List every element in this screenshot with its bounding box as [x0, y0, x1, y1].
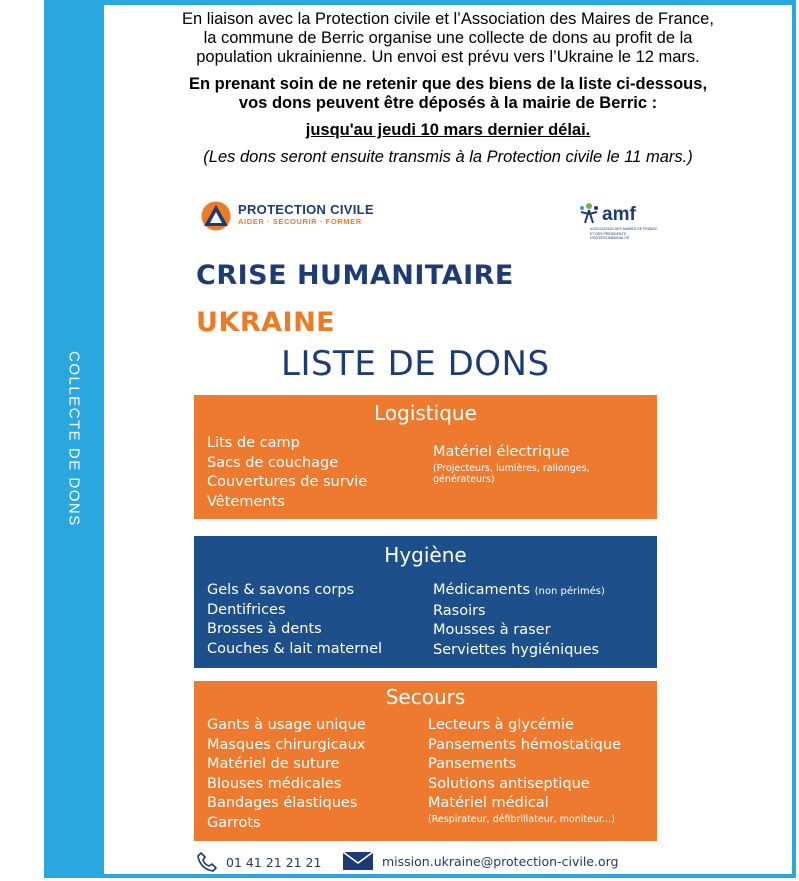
- logistique-right-list: [433, 443, 643, 485]
- side-label: [44, 0, 104, 878]
- hygiene-box: [194, 536, 657, 668]
- amf-figure-icon: [578, 201, 600, 225]
- list-item: Dentifrices: [207, 601, 286, 618]
- list-item: Gants à usage unique: [207, 717, 366, 733]
- list-item: Bandages élastiques: [207, 795, 358, 811]
- list-item: Lecteurs à glycémie: [428, 717, 574, 733]
- list-item: Matériel de suture: [207, 756, 340, 772]
- logistique-box: [194, 395, 657, 519]
- instruction-line-2: vos dons peuvent être déposés à la mairie de Berric :: [238, 94, 658, 112]
- intro-line-1: En liaison avec la Protection civile et l’Association des Maires de France,: [182, 10, 714, 28]
- list-item: Pansements: [428, 756, 517, 772]
- list-item-note: (non périmés): [534, 586, 605, 597]
- intro-line-2: la commune de Berric organise une collecte de dons au profit de la: [203, 29, 693, 47]
- secours-left-list: [207, 716, 366, 833]
- phone-icon: [196, 851, 218, 873]
- protection-civile-name: PROTECTION CIVILE: [238, 202, 374, 217]
- list-item: Couvertures de survie: [207, 474, 368, 490]
- logistique-heading: Logistique: [374, 401, 477, 425]
- list-item: Gels & savons corps: [207, 582, 355, 598]
- amf-subtitle: ASSOCIATION DES MAIRES DE FRANCE ET DES PRÉSIDENTS D'INTERCOMMUNALITÉ: [590, 227, 658, 240]
- hygiene-right-list: [433, 581, 605, 660]
- list-item-note: (Projecteurs, lumières, rallonges, générateurs): [433, 462, 590, 485]
- list-item: Médicaments (non périmés): [433, 582, 605, 598]
- secours-right-list: [428, 716, 621, 825]
- hygiene-heading: Hygiène: [384, 543, 467, 567]
- phone-contact: [196, 851, 321, 873]
- list-item: Sacs de couchage: [207, 454, 339, 471]
- protection-civile-tagline: AIDER · SECOURIR · FORMER: [238, 217, 362, 226]
- flyer-panel: [104, 5, 792, 874]
- list-item: Blouses médicales: [207, 775, 342, 792]
- list-item: Brosses à dents: [207, 621, 322, 637]
- logistique-left-list: [207, 434, 367, 512]
- amf-name: amf: [602, 204, 636, 225]
- secours-box: [194, 681, 657, 841]
- poster-title-line-3: LISTE DE DONS: [281, 344, 550, 384]
- envelope-icon: [342, 851, 374, 871]
- transfer-note: (Les dons seront ensuite transmis à la Protection civile le 11 mars.): [203, 148, 693, 166]
- list-item: Mousses à raser: [433, 622, 551, 638]
- list-item: Pansements hémostatique: [428, 736, 621, 753]
- list-item: Vêtements: [207, 493, 285, 510]
- intro-text: [104, 10, 792, 167]
- protection-civile-logo: [200, 201, 374, 231]
- list-item: Solutions antiseptique: [428, 775, 590, 792]
- amf-logo: [578, 201, 668, 241]
- side-label-text: COLLECTE DE DONS: [65, 351, 83, 527]
- email-address: mission.ukraine@protection-civile.org: [382, 853, 619, 869]
- instruction-line-1: En prenant soin de ne retenir que des biens de la liste ci-dessous,: [188, 75, 708, 93]
- list-item: Rasoirs: [433, 602, 486, 619]
- list-item: Garrots: [207, 814, 261, 831]
- poster-title-line-2: UKRAINE: [196, 307, 336, 338]
- list-item: Matériel médical: [428, 795, 549, 811]
- intro-line-3: population ukrainienne. Un envoi est prévu vers l’Ukraine le 12 mars.: [196, 48, 700, 66]
- list-item: Matériel électrique: [433, 444, 570, 460]
- deadline: jusqu'au jeudi 10 mars dernier délai.: [305, 121, 591, 139]
- protection-civile-triangle-icon: [200, 201, 232, 231]
- list-item: Lits de camp: [207, 435, 300, 451]
- email-contact: [342, 851, 618, 871]
- list-item: Masques chirurgicaux: [207, 736, 366, 753]
- hygiene-left-list: [207, 581, 382, 659]
- phone-number: 01 41 21 21 21: [226, 854, 322, 870]
- list-item: Couches & lait maternel: [207, 640, 383, 657]
- list-item-note: (Respirateur, défibrillateur, moniteur...): [428, 813, 615, 825]
- poster-title-line-1: CRISE HUMANITAIRE: [196, 260, 514, 291]
- list-item: Serviettes hygiéniques: [433, 641, 600, 658]
- secours-heading: Secours: [385, 685, 466, 709]
